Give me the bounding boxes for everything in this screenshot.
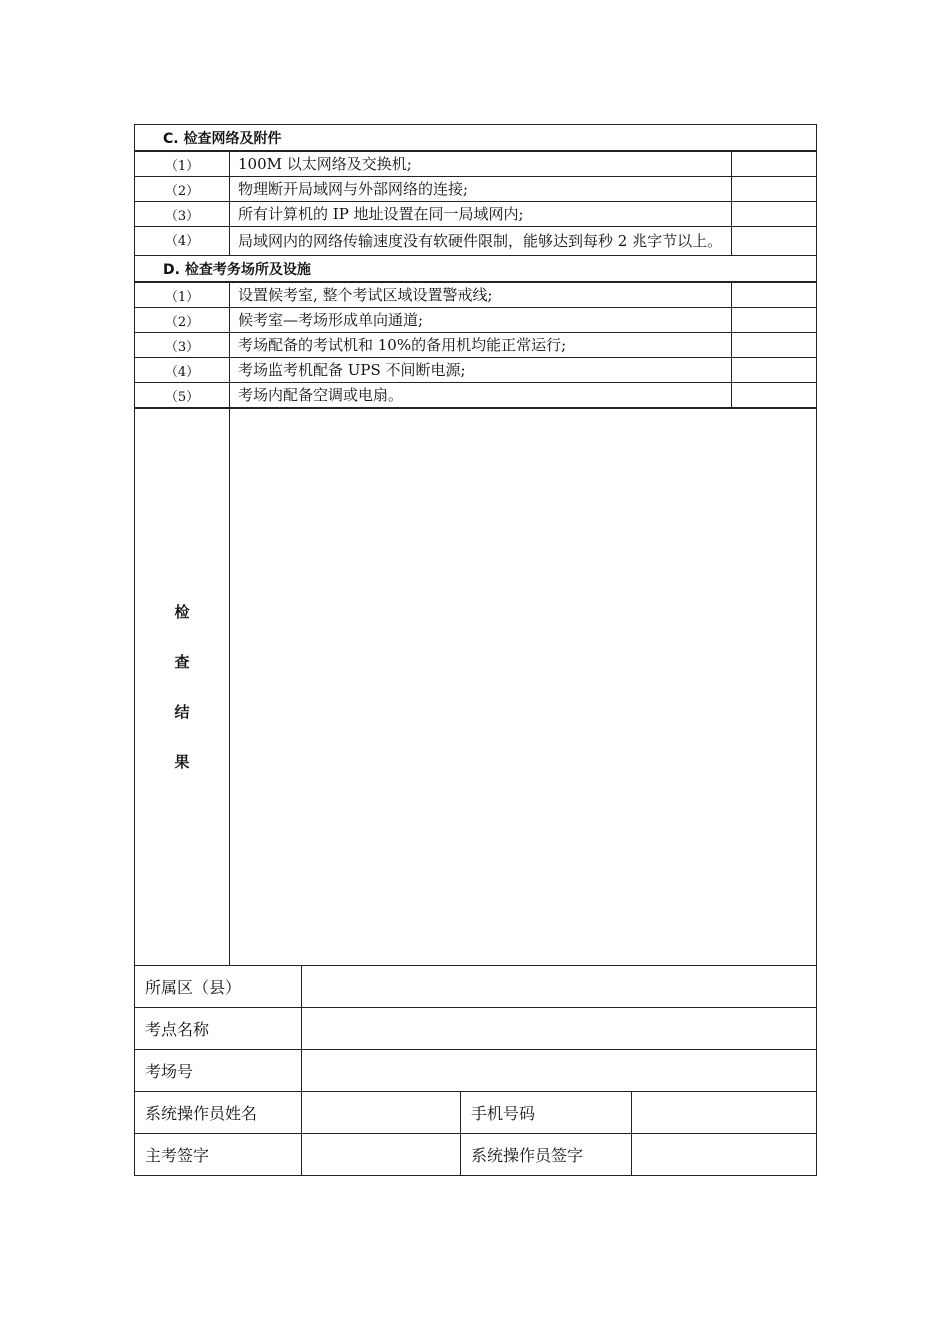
item-number: （4） — [135, 358, 230, 383]
item-text: 局域网内的网络传输速度没有软硬件限制，能够达到每秒 2 兆字节以上。 — [230, 227, 732, 256]
room-no-row — [135, 1050, 817, 1092]
item-number: （1） — [135, 282, 230, 308]
result-label-char: 查 — [174, 653, 190, 671]
signature-row — [135, 1134, 817, 1176]
section-d-title: D. 检查考务场所及设施 — [135, 256, 817, 283]
examiner-sign-label: 主考签字 — [135, 1134, 302, 1176]
item-text: 设置候考室, 整个考试区域设置警戒线; — [230, 282, 732, 308]
district-field[interactable] — [302, 966, 817, 1008]
section-c-item-2 — [135, 177, 817, 202]
check-cell[interactable] — [732, 151, 817, 177]
checklist-table — [134, 124, 817, 966]
check-cell[interactable] — [732, 282, 817, 308]
check-cell[interactable] — [732, 227, 817, 256]
phone-label: 手机号码 — [461, 1092, 632, 1134]
item-text: 考场监考机配备 UPS 不间断电源; — [230, 358, 732, 383]
section-c-header — [135, 125, 817, 152]
item-number: （4） — [135, 227, 230, 256]
section-d-header — [135, 256, 817, 283]
phone-field[interactable] — [632, 1092, 817, 1134]
check-cell[interactable] — [732, 177, 817, 202]
result-label-char: 检 — [174, 603, 190, 621]
inspection-form — [134, 124, 816, 1176]
item-text: 考场配备的考试机和 10%的备用机均能正常运行; — [230, 333, 732, 358]
result-label-char: 结 — [174, 703, 190, 721]
operator-sign-label: 系统操作员签字 — [461, 1134, 632, 1176]
item-number: （5） — [135, 383, 230, 409]
check-cell[interactable] — [732, 358, 817, 383]
item-text: 100M 以太网络及交换机; — [230, 151, 732, 177]
result-label-char: 果 — [174, 753, 190, 771]
item-number: （1） — [135, 151, 230, 177]
check-cell[interactable] — [732, 308, 817, 333]
item-number: （2） — [135, 308, 230, 333]
operator-name-label: 系统操作员姓名 — [135, 1092, 302, 1134]
item-number: （3） — [135, 333, 230, 358]
operator-name-field[interactable] — [302, 1092, 461, 1134]
item-number: （2） — [135, 177, 230, 202]
item-text: 所有计算机的 IP 地址设置在同一局域网内; — [230, 202, 732, 227]
site-name-field[interactable] — [302, 1008, 817, 1050]
site-name-label: 考点名称 — [135, 1008, 302, 1050]
section-d-item-1 — [135, 282, 817, 308]
section-d-item-5 — [135, 383, 817, 409]
section-d-item-3 — [135, 333, 817, 358]
item-number: （3） — [135, 202, 230, 227]
check-cell[interactable] — [732, 202, 817, 227]
operator-sign-field[interactable] — [632, 1134, 817, 1176]
check-cell[interactable] — [732, 333, 817, 358]
item-text: 物理断开局域网与外部网络的连接; — [230, 177, 732, 202]
section-c-item-4 — [135, 227, 817, 256]
district-row — [135, 966, 817, 1008]
info-table — [134, 965, 817, 1176]
item-text: 考场内配备空调或电扇。 — [230, 383, 732, 409]
item-text: 候考室—考场形成单向通道; — [230, 308, 732, 333]
section-d-item-2 — [135, 308, 817, 333]
operator-row — [135, 1092, 817, 1134]
section-c-title: C. 检查网络及附件 — [135, 125, 817, 152]
result-row — [135, 408, 817, 966]
room-no-label: 考场号 — [135, 1050, 302, 1092]
examiner-sign-field[interactable] — [302, 1134, 461, 1176]
section-d-item-4 — [135, 358, 817, 383]
room-no-field[interactable] — [302, 1050, 817, 1092]
section-c-item-1 — [135, 151, 817, 177]
check-cell[interactable] — [732, 383, 817, 409]
district-label: 所属区（县） — [135, 966, 302, 1008]
result-label — [135, 408, 230, 966]
section-c-item-3 — [135, 202, 817, 227]
site-name-row — [135, 1008, 817, 1050]
result-content[interactable] — [230, 408, 817, 966]
